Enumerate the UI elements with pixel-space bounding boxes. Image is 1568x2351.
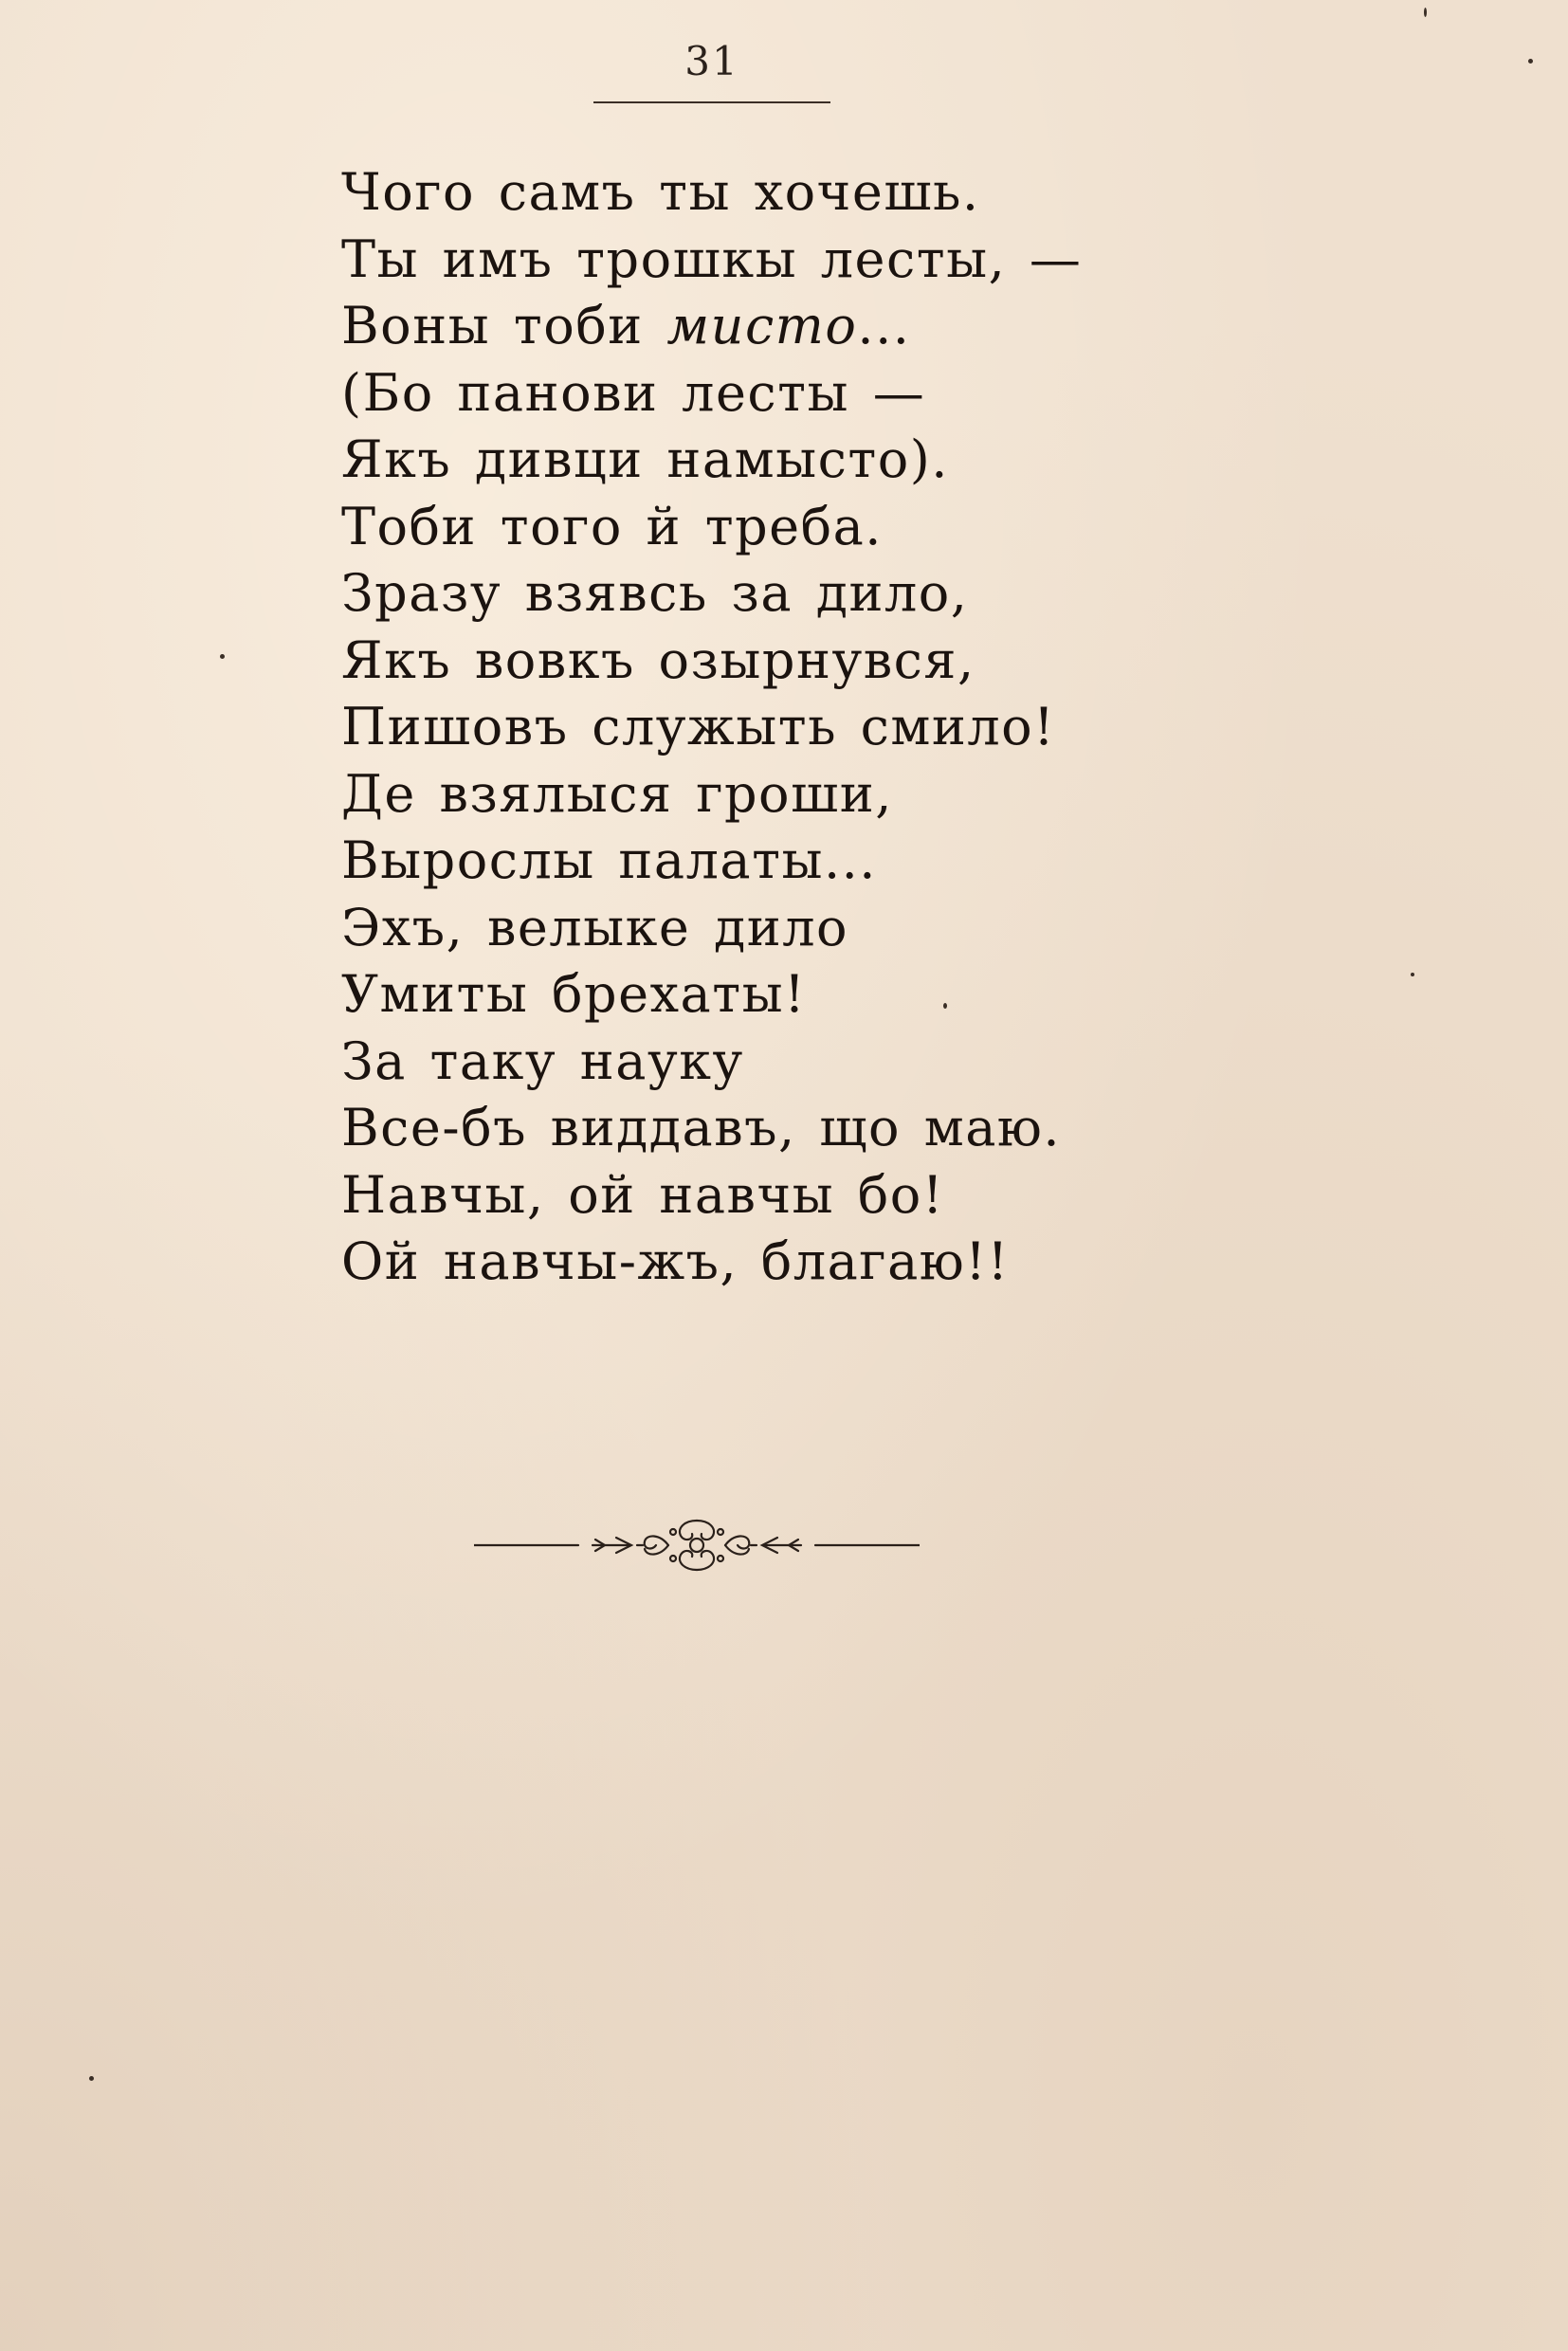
poem-line: Чого самъ ты хочешь.	[341, 162, 980, 222]
page-number: 31	[684, 38, 739, 84]
paper-speck	[220, 654, 225, 659]
decorative-tailpiece-icon	[474, 1511, 920, 1579]
poem-line: Зразу взявсь за дило,	[341, 563, 969, 623]
poem-line: За таку науку	[341, 1030, 744, 1091]
poem-line: Умиты брехаты!	[341, 964, 807, 1024]
italic-word: мисто	[666, 296, 858, 355]
paper-speck	[1528, 59, 1533, 64]
paper-speck	[943, 1003, 947, 1009]
poem-line: Ты имъ трошкы лесты, —	[341, 228, 1083, 289]
paper-speck	[1411, 973, 1414, 976]
poem-line: Тоби того й треба.	[341, 496, 883, 556]
paper-speck	[89, 2076, 94, 2081]
poem-line: Якъ вовкъ озырнувся,	[341, 629, 975, 690]
poem-line: Вырослы палаты...	[341, 830, 877, 890]
poem-line: Эхъ, велыке дило	[341, 897, 849, 957]
poem-line: Навчы, ой навчы бо!	[341, 1164, 945, 1225]
poem-line: Пишовъ служыть смило!	[341, 697, 1056, 756]
header-rule	[593, 101, 830, 103]
poem-text	[341, 159, 1157, 1296]
poem-line: Якъ дивци намысто).	[341, 429, 949, 489]
poem-line: (Бо панови лесты —	[341, 362, 926, 423]
poem-line: Все-бъ виддавъ, що маю.	[341, 1098, 1062, 1157]
poem-line: Воны тоби мисто...	[341, 296, 911, 355]
poem-line: Ой навчы-жъ, благаю!!	[341, 1231, 1010, 1291]
paper-speck	[1424, 8, 1427, 17]
poem-line: Де взялыся гроши,	[341, 763, 893, 824]
